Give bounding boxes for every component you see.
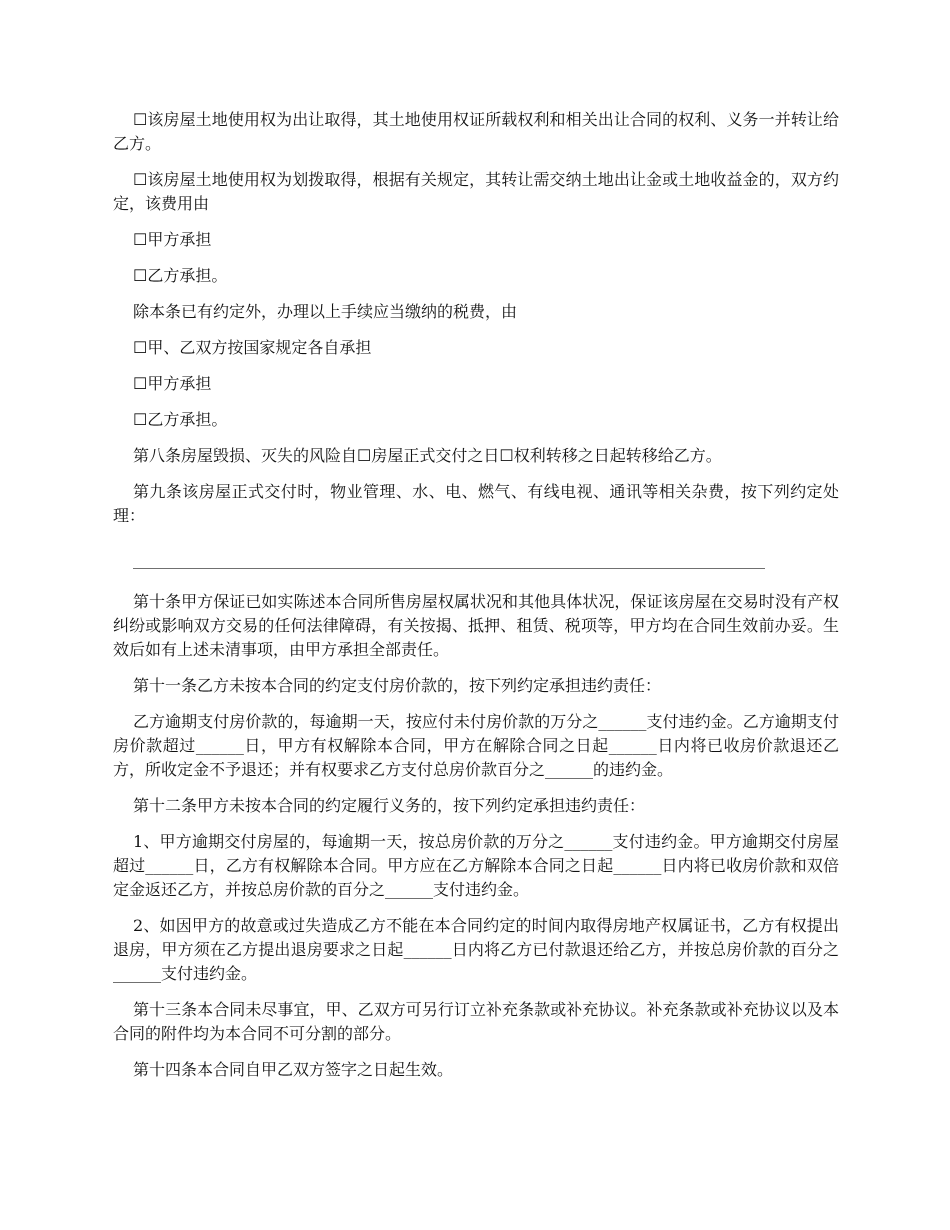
article-12-item-2: 2、如因甲方的故意或过失造成乙方不能在本合同约定的时间内取得房地产权属证书，乙方有权提出退房，甲方须在乙方提出退房要求之日起______日内将乙方已付款退还给乙方，并按总房价款的百分之______支付违约金。 [113, 916, 839, 983]
option-both-parties-tax: ☐甲、乙双方按国家规定各自承担 [133, 338, 372, 357]
document-body [113, 108, 839, 1094]
article-12-item-1: 1、甲方逾期交付房屋的，每逾期一天，按总房价款的万分之______支付违约金。甲方逾期交付房屋超过______日，乙方有权解除本合同。甲方应在乙方解除本合同之日起______日内将已收房价款和双倍定金返还乙方，并按总房价款的百分之______支付违约金。 [113, 832, 839, 899]
option-party-a-bears-fee: ☐甲方承担 [133, 230, 212, 249]
article-12: 第十二条甲方未按本合同的约定履行义务的，按下列约定承担违约责任： [133, 796, 646, 815]
article-10: 第十条甲方保证已如实陈述本合同所售房屋权属状况和其他具体状况，保证该房屋在交易时没有产权纠纷或影响双方交易的任何法律障碍，有关按揭、抵押、租赁、税项等，甲方均在合同生效前办妥。生效后如有上述未清事项，由甲方承担全部责任。 [113, 592, 839, 659]
clause-land-allocation: ☐该房屋土地使用权为划拨取得，根据有关规定，其转让需交纳土地出让金或土地收益金的，双方约定，该费用由 [113, 170, 839, 213]
clause-land-grant: ☐该房屋土地使用权为出让取得，其土地使用权证所载权利和相关出让合同的权利、义务一并转让给乙方。 [113, 110, 839, 153]
tax-clause-intro: 除本条已有约定外，办理以上手续应当缴纳的税费，由 [133, 302, 518, 321]
option-party-b-bears-fee: ☐乙方承担。 [133, 266, 228, 285]
article-9: 第九条该房屋正式交付时，物业管理、水、电、燃气、有线电视、通讯等相关杂费，按下列约定处理： [113, 482, 839, 525]
option-party-a-tax: ☐甲方承担 [133, 374, 212, 393]
option-party-b-tax: ☐乙方承担。 [133, 410, 228, 429]
article-11-detail: 乙方逾期支付房价款的，每逾期一天，按应付未付房价款的万分之______支付违约金。乙方逾期支付房价款超过______日，甲方有权解除本合同，甲方在解除合同之日起______日内将已收房价款退还乙方，所收定金不予退还；并有权要求乙方支付总房价款百分之______的违约金。 [113, 712, 839, 779]
article-9-blank-line: _______________________________________________________________________________ [133, 550, 765, 569]
article-14: 第十四条本合同自甲乙双方签字之日起生效。 [133, 1060, 454, 1079]
article-11: 第十一条乙方未按本合同的约定支付房价款的，按下列约定承担违约责任： [133, 676, 662, 695]
article-8: 第八条房屋毁损、灭失的风险自☐房屋正式交付之日☐权利转移之日起转移给乙方。 [133, 446, 722, 465]
article-13: 第十三条本合同未尽事宜，甲、乙双方可另行订立补充条款或补充协议。补充条款或补充协议以及本合同的附件均为本合同不可分割的部分。 [113, 1000, 839, 1043]
